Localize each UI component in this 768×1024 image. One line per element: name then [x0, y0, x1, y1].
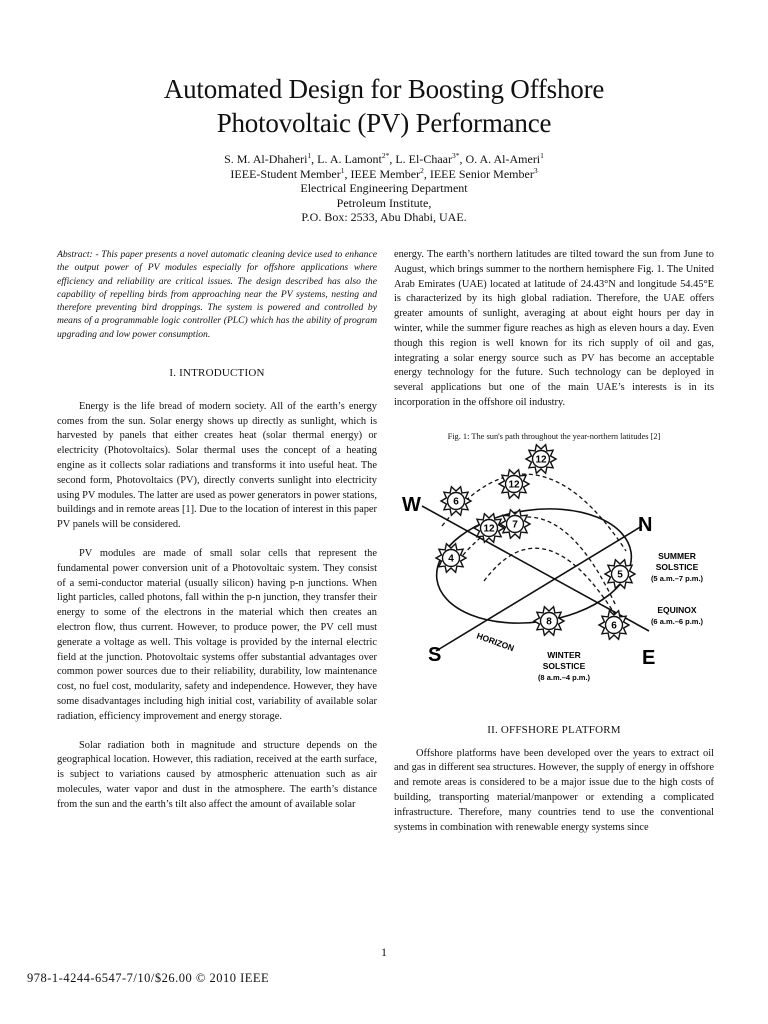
- title-line-2: Photovoltaic (PV) Performance: [216, 108, 552, 138]
- sun-hour-label: 6: [611, 620, 617, 632]
- intro-paragraph-2: PV modules are made of small solar cells that represent the fundamental power conversion unit of a Photovoltaic system. They consist of a semi-conductor material (usually silicon) having p-n junctions. When light particles, called photons, fall within the p-n junction, they transfer their energy to some of the electrons in the material which then creates an electron flow, thus current. However, to produce power, the PV cell must generate a voltage as well. This voltage is provided by the internal electric field at the junction. Photovoltaic systems offer substantial advantages over common power sources due to their reliability, durability, low maintenance cost, no fuel cost, modularity, safety and independence. However, they have some disadvantages including high initial cost, variability of available solar radiation, efficiency improvement and energy storage.: [57, 548, 377, 722]
- winter-label-2: SOLSTICE: [542, 660, 586, 671]
- affiliation-address: P.O. Box: 2533, Abu Dhabi, UAE.: [301, 210, 467, 225]
- right-column: [394, 248, 714, 835]
- sun-hour-label: 12: [535, 454, 547, 466]
- left-column: [57, 248, 377, 813]
- summer-label-1: SUMMER: [658, 550, 696, 561]
- sun-marker: [441, 486, 471, 515]
- intro-paragraph-4: energy. The earth’s northern latitudes are tilted toward the sun from June to August, which brings summer to the northern hemisphere Fig. 1. The United Arab Emirates (UAE) located at latitude of 24.43°N and longitude 54.45°E is characterized by its high global radiation. Therefore, the UAE offers greater amounts of sunlight, averaging at about eight hours per day in winter, while the summer figure reaches as high as eleven hours a day. Even though this region is well known for its rich supply of oil and gas, integrating a solar energy source such as PV has become an acceptable energy technology for the future. Such technology can be deployed in several applications but one of the main UAE’s interests is in its incorporation in the offshore oil industry.: [394, 249, 714, 408]
- winter-label-3: (8 a.m.–4 p.m.): [537, 672, 591, 682]
- sun-hour-label: 7: [512, 519, 518, 531]
- page-number: 1: [381, 945, 387, 959]
- section-heading-offshore: II. OFFSHORE PLATFORM: [487, 723, 621, 736]
- author-block: [60, 152, 708, 225]
- compass-e: E: [642, 646, 656, 669]
- paper-title: [60, 72, 708, 140]
- author-name: L. El-Chaar: [395, 152, 452, 166]
- horizon-label: HORIZON: [475, 630, 516, 654]
- sun-hour-label: 6: [453, 496, 459, 508]
- winter-label-1: WINTER: [547, 649, 581, 660]
- equinox-label-1: EQUINOX: [657, 604, 697, 615]
- sun-hour-label: 4: [448, 553, 454, 565]
- author-name: S. M. Al-Dhaheri: [224, 152, 308, 166]
- compass-s: S: [428, 643, 442, 666]
- affiliation-department: Electrical Engineering Department: [300, 181, 468, 196]
- author-name: O. A. Al-Ameri: [465, 152, 541, 166]
- intro-paragraph-3: Solar radiation both in magnitude and structure depends on the geographical location. However, this radiation, received at the earth surface, is subject to variations caused by atmospheric attenuation such as air molecules, water vapor and dust in the atmosphere. The earth’s distance from the sun and the earth’s tilt also affect the amount of available solar: [57, 739, 377, 810]
- author-names: S. M. Al-Dhaheri$^1$, L. A. Lamont$^{2*}$, L. El-Chaar$^{3*}$, O. A. Al-Ameri$^1$: [224, 151, 544, 166]
- section-heading-introduction: I. INTRODUCTION: [169, 367, 265, 380]
- abstract: Abstract: - This paper presents a novel automatic cleaning device used to enhance the output power of PV modules especially for offshore applications where efficiency and reliability are critical issues. The design described has also the capability of repelling birds from approaching near the PV systems, nesting and therefore preventing bird droppings. The system is powered and controlled by means of a programmable logic controller (PLC) which has the ability of program upgrading and low power consumption.: [57, 249, 377, 340]
- summer-label-3: (5 a.m.–7 p.m.): [650, 573, 704, 583]
- sun-marker: [500, 509, 530, 538]
- summer-label-2: SOLSTICE: [655, 561, 699, 572]
- sun-marker: [526, 444, 556, 473]
- equinox-label-2: (6 a.m.–6 p.m.): [650, 616, 704, 626]
- sun-path-diagram: [394, 431, 714, 701]
- summer-arc: [442, 474, 626, 551]
- compass-w: W: [402, 493, 421, 516]
- sun-marker: [436, 543, 466, 572]
- sun-hour-label: 8: [546, 616, 552, 628]
- figure-caption: Fig. 1: The sun's path throughout the year-northern latitudes [2]: [447, 431, 661, 441]
- title-line-1: Automated Design for Boosting Offshore: [163, 74, 605, 104]
- sun-marker: [599, 610, 629, 639]
- figure-sun-path: [394, 431, 714, 701]
- sun-hour-label: 12: [508, 479, 520, 491]
- sun-marker: [534, 606, 564, 635]
- sun-hour-label: 5: [617, 569, 623, 581]
- intro-paragraph-1: Energy is the life bread of modern society. All of the earth’s energy comes from the sun. Solar energy shows up directly as sunlight, which is harvested by panels that either creates heat (solar thermal energy) or electricity (Photovoltaics). Solar thermal uses the concept of a heating engine as it collects solar radiations and transforms it into useful heat. The second form, Photovoltaics (PV), directly converts sunlight into electricity using PV modules. The latter are used as power generators in power stations, buildings and in remote areas [1]. Due to the location of interest in this paper PV panels will be considered.: [57, 400, 377, 531]
- offshore-paragraph-1: Offshore platforms have been developed over the years to extract oil and gas in different sea structures. However, the supply of energy in offshore and remote areas is considered to be a major issue due to the high costs of building, transporting material/manpower or extending a complicated infrastructure. Therefore, many countries tend to use the conventional systems in combination with renewable energy systems since: [394, 747, 714, 833]
- affiliation-institute: Petroleum Institute,: [336, 195, 432, 210]
- compass-n: N: [638, 513, 653, 536]
- author-memberships: IEEE-Student Member$^1$, IEEE Member$^2$, IEEE Senior Member$^3$: [230, 165, 538, 181]
- isbn-copyright: 978-1-4244-6547-7/10/$26.00 © 2010 IEEE: [27, 971, 270, 985]
- author-name: L. A. Lamont: [317, 152, 382, 166]
- sun-markers: [436, 444, 635, 639]
- sun-hour-label: 12: [483, 523, 495, 535]
